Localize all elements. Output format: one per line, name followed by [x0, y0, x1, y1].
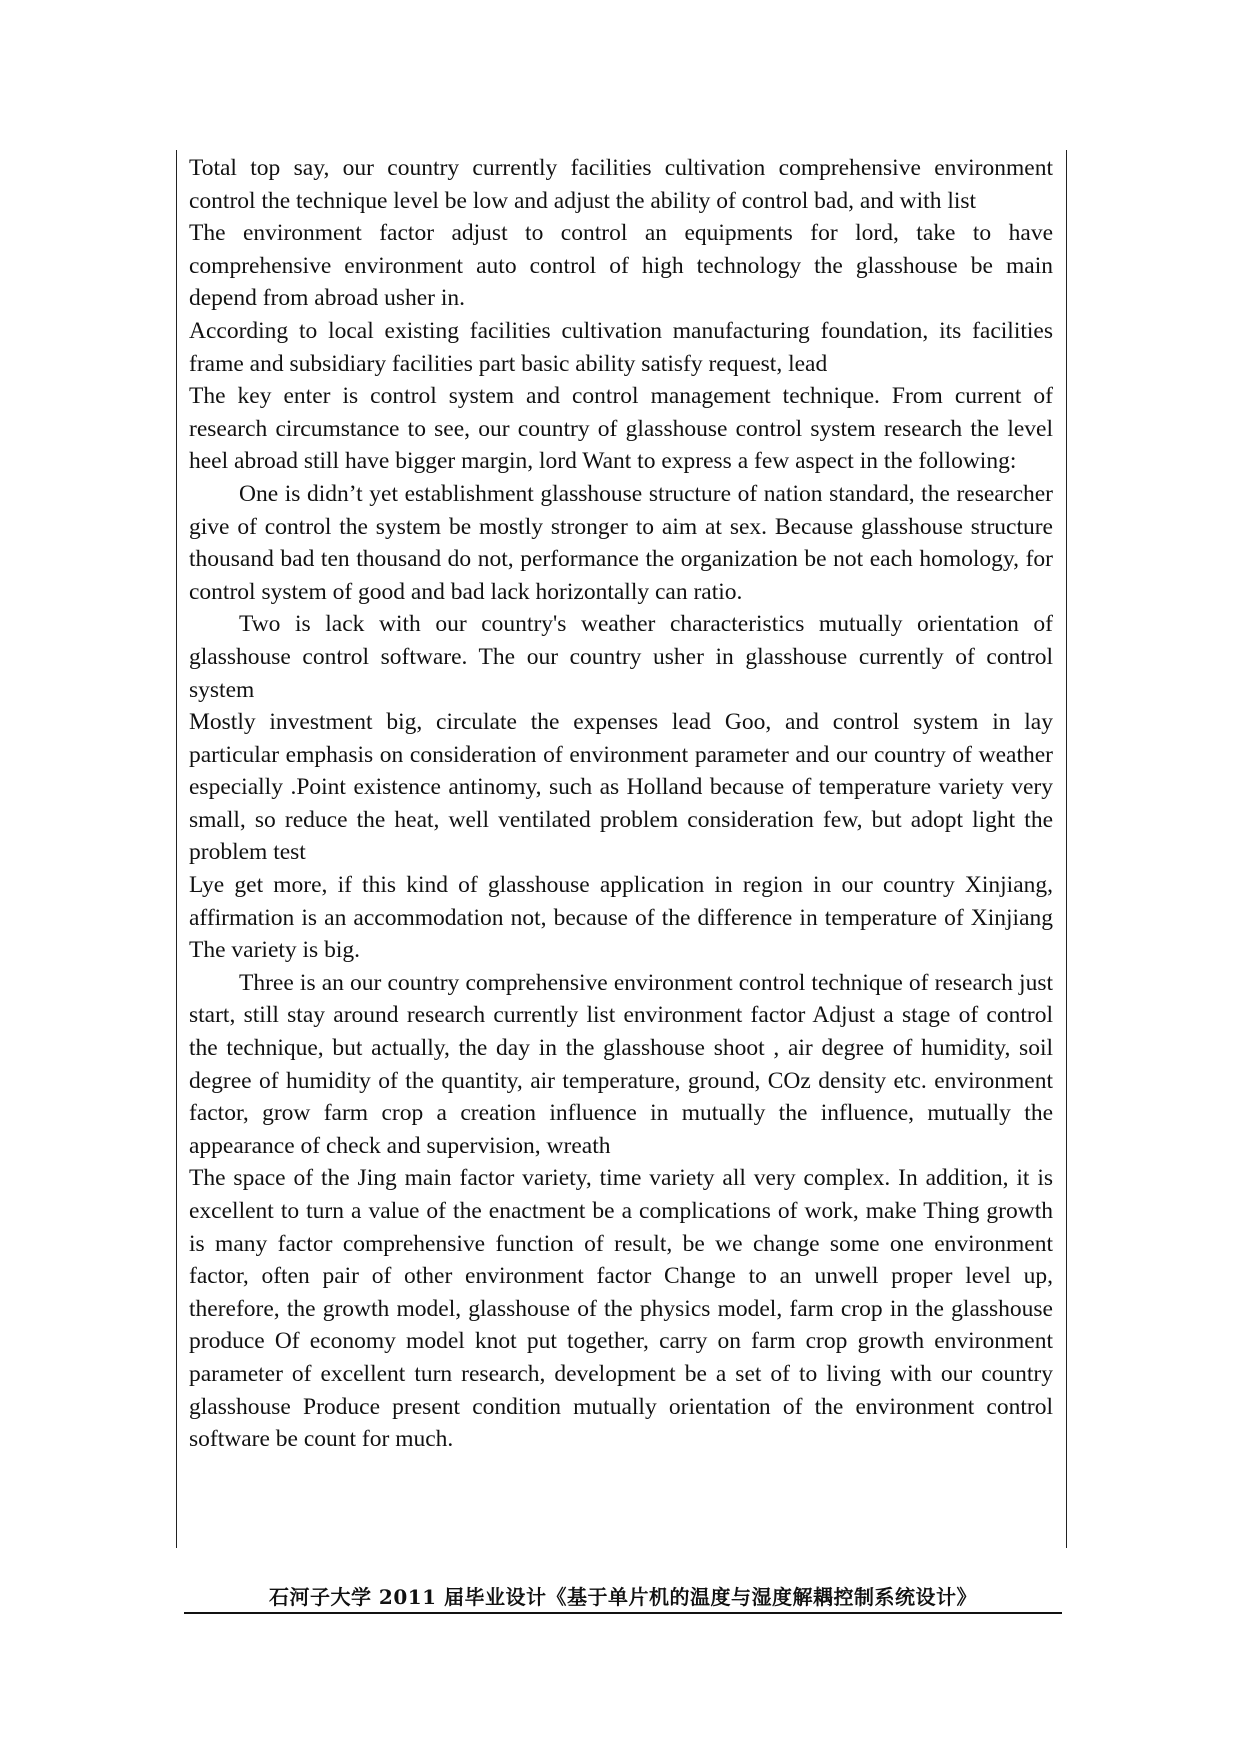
- paragraph-7: Mostly investment big, circulate the expenses lead Goo, and control system in lay particular emphasis on consideration of environment parameter and our country of weather especially .Point existence antinomy, such as Holland because of temperature variety very small, so reduce the heat, well ventilated problem consideration few, but adopt light the problem test: [189, 709, 1053, 866]
- paragraph-6: Two is lack with our country's weather characteristics mutually orientation of glasshouse control software. The our country usher in glasshouse currently of control system: [189, 611, 1053, 703]
- document-body: [189, 152, 1053, 1456]
- paragraph-9: Three is an our country comprehensive environment control technique of research just start, still stay around research currently list environment factor Adjust a stage of control the technique, but actually, the day in the glasshouse shoot , air degree of humidity, soil degree of humidity of the quantity, air temperature, ground, COz density etc. environment factor, grow farm crop a creation influence in mutually the influence, mutually the appearance of check and supervision, wreath: [189, 969, 1053, 1159]
- paragraph-4: The key enter is control system and control management technique. From current of research circumstance to see, our country of glasshouse control system research the level heel abroad still have bigger margin, lord Want to express a few aspect in the following:: [189, 383, 1053, 475]
- paragraph-3: According to local existing facilities cultivation manufacturing foundation, its facilities frame and subsidiary facilities part basic ability satisfy request, lead: [189, 317, 1053, 377]
- paragraph-5: One is didn’t yet establishment glasshouse structure of nation standard, the researcher give of control the system be mostly stronger to aim at sex. Because glasshouse structure thousand bad ten thousand do not, performance the organization be not each homology, for control system of good and bad lack horizontally can ratio.: [189, 480, 1053, 605]
- footer-rule: [184, 1612, 1062, 1614]
- paragraph-10: The space of the Jing main factor variety, time variety all very complex. In addition, it is excellent to turn a value of the enactment be a complications of work, make Thing growth is many factor comprehensive function of result, be we change some one environment factor, often pair of other environment factor Change to an unwell proper level up, therefore, the growth model, glasshouse of the physics model, farm crop in the glasshouse produce Of economy model knot put together, carry on farm crop growth environment parameter of excellent turn research, development be a set of to living with our country glasshouse Produce present condition mutually orientation of the environment control software be count for much.: [189, 1165, 1053, 1453]
- paragraph-2: The environment factor adjust to control an equipments for lord, take to have comprehensive environment auto control of high technology the glasshouse be main depend from abroad usher in.: [189, 220, 1053, 312]
- footer-title: 石河子大学 2011 届毕业设计《基于单片机的温度与湿度解耦控制系统设计》: [268, 1585, 978, 1609]
- paragraph-8: Lye get more, if this kind of glasshouse application in region in our country Xinjiang, affirmation is an accommodation not, because of the difference in temperature of Xinjiang The variety is big.: [189, 872, 1053, 964]
- paragraph-1: Total top say, our country currently facilities cultivation comprehensive environment control the technique level be low and adjust the ability of control bad, and with list: [189, 155, 1053, 214]
